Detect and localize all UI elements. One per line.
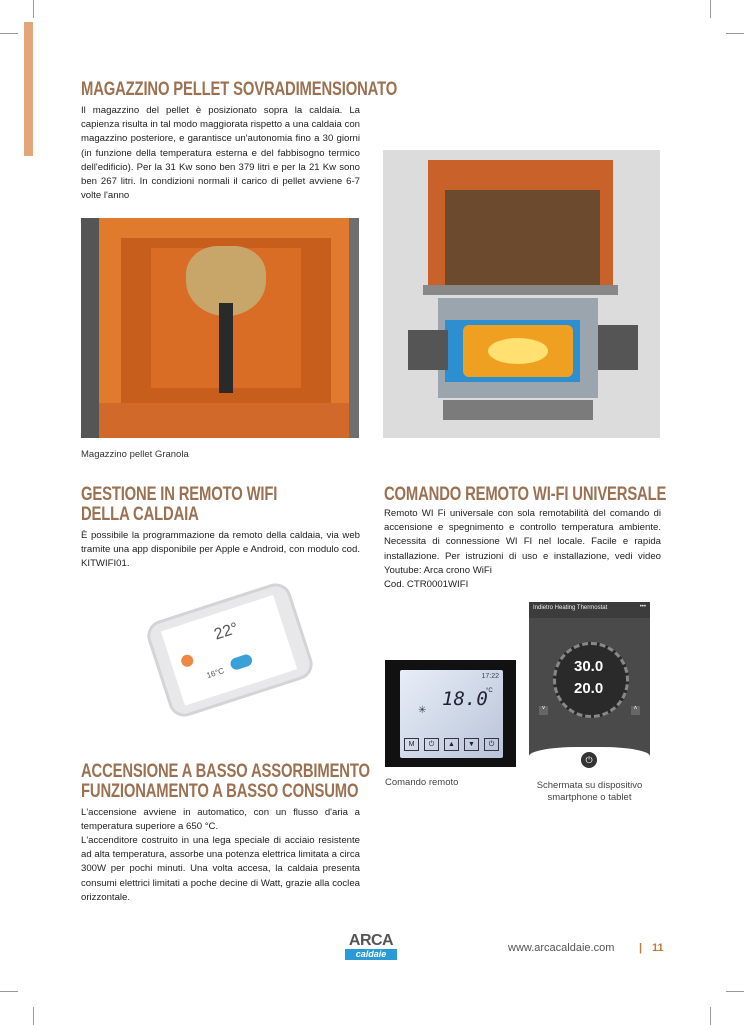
app-setpoint: 30.0 — [574, 658, 604, 675]
side-accent-bar — [24, 22, 33, 156]
code-comando: Cod. CTR0001WIFI — [384, 579, 469, 590]
logo-text: ARCA — [348, 932, 394, 949]
app-current-temp: 20.0 — [574, 680, 604, 697]
page-number: 11 — [652, 942, 664, 954]
remote-button-mode[interactable]: M — [404, 738, 419, 751]
boiler-cutaway-diagram — [383, 150, 660, 438]
remote-time: 17:22 — [481, 673, 499, 680]
body-accensione-1: L'accensione avviene in automatico, con un flusso d'aria a temperatura superiore a 650 °C. — [81, 807, 360, 833]
crop-mark — [0, 991, 18, 992]
body-comando: Remoto WI Fi universale con sola remotabilità del comando di accensione e spegnimento e controllo temperatura ambiente. Necessita di connessione WI FI nel locale. Facile e rapida installazione. Per istruzioni di uso e installazione, vedi video Youtube: Arca crono WiFi — [384, 508, 661, 576]
heading-wifi-line1: GESTIONE IN REMOTO WIFI — [81, 484, 278, 505]
heading-magazzino: MAGAZZINO PELLET SOVRADIMENSIONATO — [81, 79, 398, 100]
body-accensione-2: L'accenditore costruito in una lega speciale di acciaio resistente ad alta temperatura, assorbe una potenza elettrica limitata a circa 300W per pochi minuti. Una volta accesa, la caldaia presenta consumi elettrici limitati a poche decine di Watt, grazie alla coclea orizzontale. — [81, 835, 360, 903]
crop-mark — [710, 0, 711, 18]
logo-subtext: caldaie — [345, 949, 397, 960]
remote-button-power[interactable]: ⏻ — [424, 738, 439, 751]
caption-app-line2: smartphone o tablet — [547, 792, 632, 803]
remote-buttons — [404, 738, 499, 751]
body-wifi: È possibile la programmazione da remoto della caldaia, via web tramite una app disponibile per Apple e Android, con modulo cod. KITWIFI01. — [81, 530, 360, 570]
crop-mark — [33, 1007, 34, 1025]
heading-comando: COMANDO REMOTO WI-FI UNIVERSALE — [384, 484, 667, 505]
app-header: Indietro Heating Thermostat — [533, 605, 608, 611]
app-up-button[interactable]: ˄ — [631, 706, 640, 715]
arca-logo — [345, 933, 397, 960]
remote-temp: 18.0 — [442, 688, 488, 710]
sun-icon: ✳ — [418, 705, 427, 716]
thermostat-app-screenshot — [529, 602, 650, 770]
caption-app-line1: Schermata su dispositivo — [536, 780, 643, 791]
app-down-button[interactable]: ˅ — [539, 706, 548, 715]
crop-mark — [726, 33, 744, 34]
phone-small-temp: 16°C — [205, 666, 226, 681]
footer-separator: | — [639, 942, 643, 954]
crop-mark — [0, 33, 18, 34]
app-menu-icon[interactable]: ••• — [639, 604, 646, 610]
app-power-button[interactable]: ⏻ — [581, 752, 597, 768]
footer-url[interactable]: www.arcacaldaie.com — [508, 942, 615, 954]
heading-accensione-line1: ACCENSIONE A BASSO ASSORBIMENTO — [81, 761, 370, 782]
caption-magazzino: Magazzino pellet Granola — [81, 449, 189, 460]
caption-remote: Comando remoto — [385, 777, 459, 788]
crop-mark — [33, 0, 34, 18]
heading-wifi-line2: DELLA CALDAIA — [81, 504, 199, 525]
smartphone-app-photo — [125, 580, 320, 725]
pellet-storage-photo — [81, 218, 359, 438]
crop-mark — [726, 991, 744, 992]
remote-unit: °C — [486, 688, 493, 694]
body-magazzino: Il magazzino del pellet è posizionato sopra la caldaia. La capienza risulta in tal modo maggiorata rispetto a una caldaia con magazzino posteriore, e garantisce un'autonomia fino a 30 giorni (in funzione della temperatura esterna e del fabbisogno termico dell'edificio). Per la 31 Kw sono ben 379 litri e per la 21 Kw sono ben 267 litri. In condizioni normali il carico di pellet avviene 6-7 volte l'anno — [81, 105, 360, 202]
heading-accensione-line2: FUNZIONAMENTO A BASSO CONSUMO — [81, 781, 359, 802]
remote-button-onoff[interactable]: ⏻ — [484, 738, 499, 751]
phone-temp: 22° — [212, 619, 241, 644]
remote-button-up[interactable]: ▲ — [444, 738, 459, 751]
remote-button-down[interactable]: ▼ — [464, 738, 479, 751]
remote-thermostat-photo — [385, 660, 516, 767]
crop-mark — [710, 1007, 711, 1025]
